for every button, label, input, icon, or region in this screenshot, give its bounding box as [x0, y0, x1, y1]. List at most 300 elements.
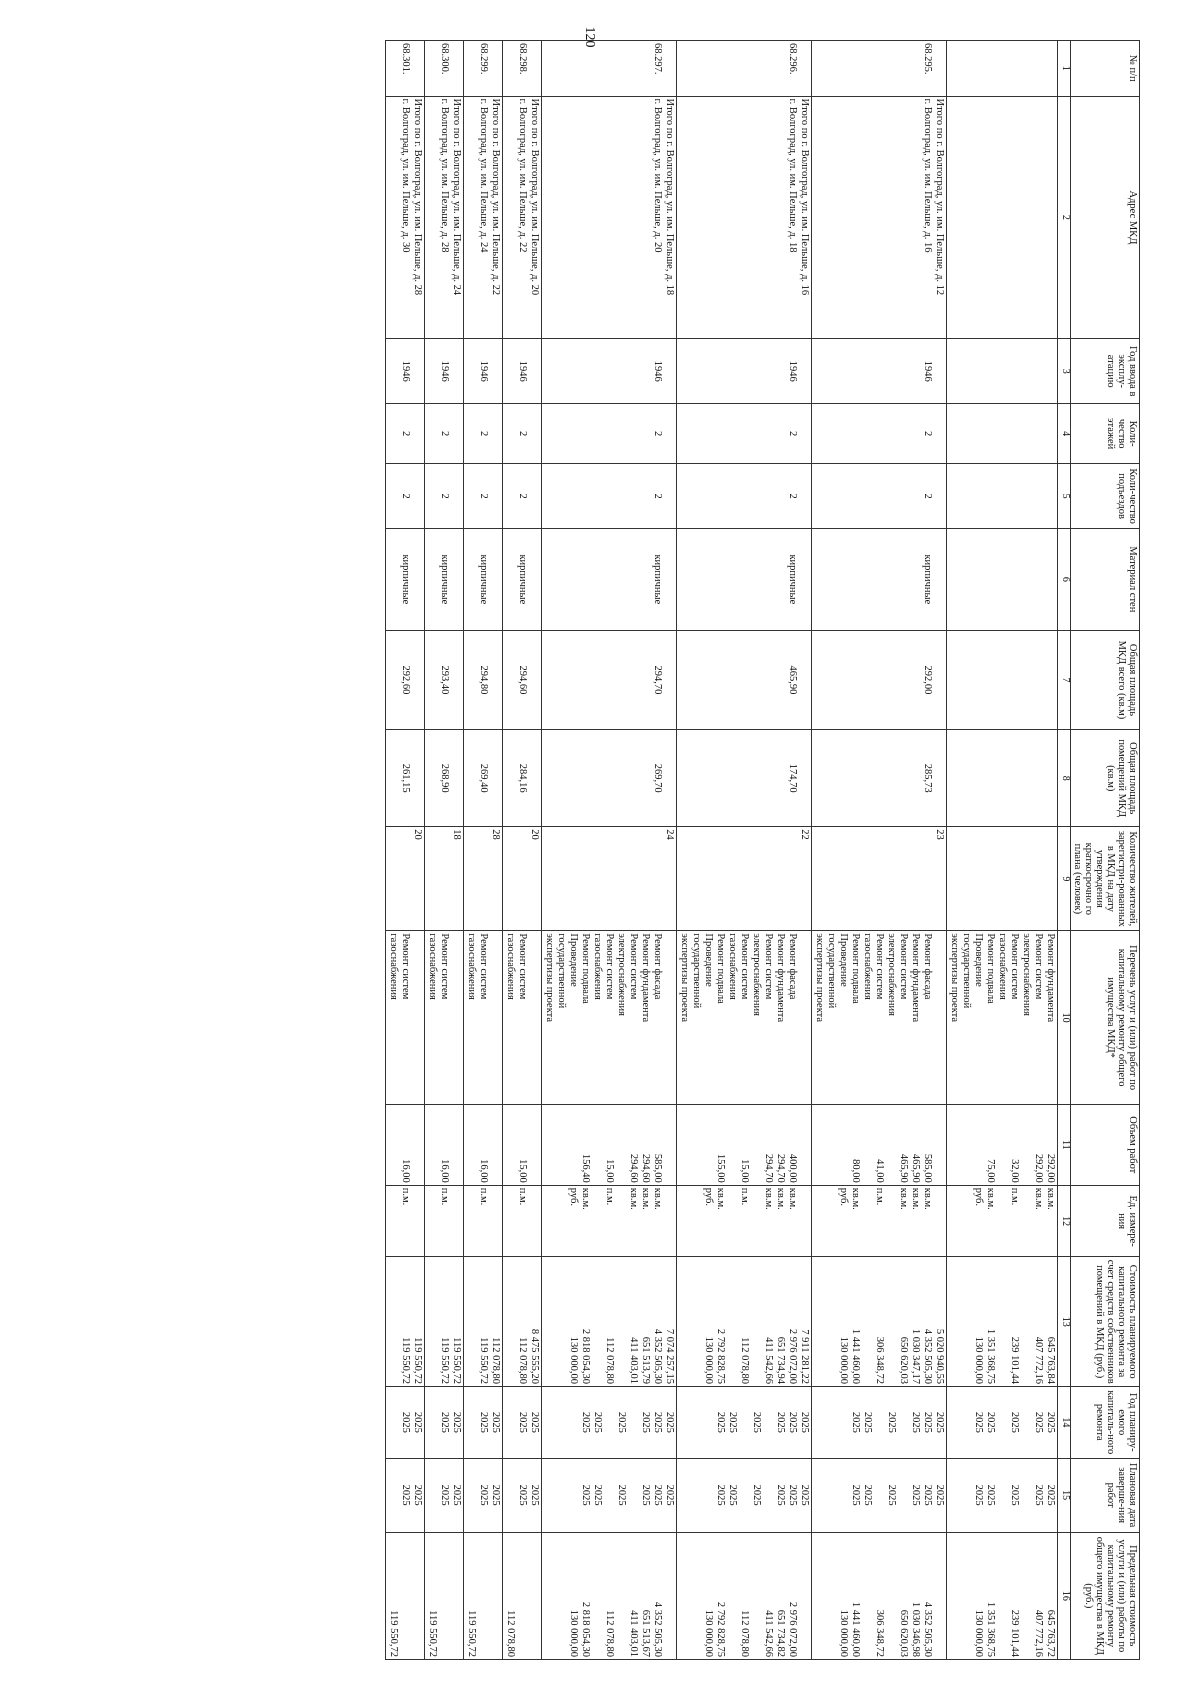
- work-volume-line: 294,60: [627, 1153, 639, 1183]
- works-list-line: газоснабжения: [504, 933, 516, 1000]
- completion-year-line: 2025: [714, 1484, 726, 1506]
- total-area-text: 465,90: [786, 665, 798, 695]
- planned-cost: [463, 1257, 502, 1387]
- row-number-text: 68.297.: [651, 43, 663, 75]
- spacer: [798, 1107, 810, 1183]
- limit-cost-line: [678, 1535, 690, 1657]
- col-header: Количество жителей, зарегистри-рованных в МКД на дату утверждения краткосрочно го плана (человек): [1070, 827, 1139, 931]
- unit-line: [750, 1188, 762, 1255]
- spacer: [450, 43, 462, 94]
- residents-count: [811, 827, 946, 931]
- repair-year-line: 2025: [726, 1411, 738, 1433]
- repair-year-line: 2025: [450, 1411, 462, 1433]
- works-list-line: Ремонт фундамента: [1044, 933, 1056, 1023]
- col-header: Объем работ: [1070, 1104, 1139, 1185]
- address-cell: [811, 96, 946, 339]
- premises-area: [676, 730, 811, 827]
- planned-cost-line: 112 078,80: [489, 1337, 501, 1384]
- total-area: [946, 630, 1057, 729]
- planned-cost-line: 130 000,00: [702, 1336, 714, 1384]
- work-volume: [811, 1104, 946, 1185]
- residents-count-text: [1044, 829, 1056, 928]
- address-line: г. Волгоград, ул. им. Пельше, д. 18: [786, 98, 798, 253]
- unit-line: п.м.: [438, 1187, 450, 1206]
- table-row: [946, 41, 1057, 1660]
- total-area-text: [1044, 633, 1056, 727]
- spacer: [489, 406, 501, 461]
- spacer: [528, 406, 540, 461]
- work-volume: [541, 1104, 676, 1185]
- repair-year-line: 2025: [861, 1411, 873, 1433]
- works-list-line: Ремонт подвала: [849, 933, 861, 1004]
- entrances-count-text: 2: [921, 493, 933, 499]
- row-number: [424, 41, 463, 97]
- repair-year-line: [603, 1389, 615, 1456]
- premises-area: [946, 730, 1057, 827]
- limit-cost-line: [690, 1535, 702, 1657]
- completion-year-line: 2025: [726, 1484, 738, 1506]
- planned-cost-line: [615, 1259, 627, 1384]
- table-row: [541, 41, 676, 1660]
- limit-cost-line: 2 792 828,75: [714, 1601, 726, 1657]
- residents-count: [676, 827, 811, 931]
- repair-year: [463, 1386, 502, 1458]
- commission-year-text: 1946: [651, 360, 663, 382]
- works-list-line: государственной: [960, 933, 972, 1009]
- work-volume-line: 16,00: [438, 1159, 450, 1183]
- row-number-text: 68.301.: [399, 43, 411, 75]
- limit-cost-line: [960, 1535, 972, 1657]
- floors-count: [385, 404, 424, 464]
- completion-year-line: 2025: [663, 1484, 675, 1506]
- unit-line: кв.м.: [786, 1187, 798, 1210]
- planned-cost-line: 651 734,94: [774, 1336, 786, 1384]
- address-line: Итого по г. Волгоград, ул. им. Пельше, д. 18: [663, 98, 675, 296]
- completion-year-line: 2025: [615, 1484, 627, 1506]
- works-list-line: экспертизы проекта: [948, 933, 960, 1023]
- floors-count: [811, 404, 946, 464]
- limit-cost-line: [750, 1535, 762, 1657]
- commission-year: [811, 339, 946, 404]
- column-number: 16: [1057, 1532, 1070, 1659]
- works-list: [502, 931, 541, 1104]
- limit-cost-line: 130 000,00: [567, 1609, 579, 1657]
- completion-year-line: [627, 1461, 639, 1530]
- repair-year-line: 2025: [438, 1411, 450, 1433]
- works-list-line: Ремонт подвала: [579, 933, 591, 1004]
- repair-year-line: 2025: [639, 1411, 651, 1433]
- completion-year-line: 2025: [861, 1484, 873, 1506]
- planned-cost-line: [543, 1259, 555, 1384]
- repair-year-line: 2025: [849, 1411, 861, 1433]
- completion-year-line: 2025: [921, 1484, 933, 1506]
- repair-year-line: 2025: [786, 1411, 798, 1433]
- completion-year-line: 2025: [399, 1484, 411, 1506]
- address-cell: [424, 96, 463, 339]
- limit-cost-line: 112 078,80: [504, 1610, 516, 1657]
- spacer: [798, 732, 810, 824]
- row-number: [811, 41, 946, 97]
- table-row: [463, 41, 502, 1660]
- planned-cost: [676, 1257, 811, 1387]
- works-list-line: Проведение: [837, 933, 849, 987]
- address-line: г. Волгоград, ул. им. Пельше, д. 30: [399, 98, 411, 253]
- limit-cost-line: [516, 1535, 528, 1657]
- limit-cost-line: [555, 1535, 567, 1657]
- repair-year-line: [762, 1389, 774, 1456]
- limit-cost-line: [813, 1535, 825, 1657]
- floors-count-text: 2: [651, 431, 663, 437]
- commission-year-text: [1044, 341, 1056, 401]
- address-line: Итого по г. Волгоград, ул. им. Пельше, д. 28: [411, 98, 423, 296]
- planned-cost: [385, 1257, 424, 1387]
- works-list-line: Ремонт систем: [516, 933, 528, 1000]
- works-list-line: Ремонт систем: [438, 933, 450, 1000]
- column-number: 7: [1057, 630, 1070, 729]
- unit-line: руб.: [837, 1187, 849, 1206]
- column-number: 2: [1057, 96, 1070, 339]
- row-number: [676, 41, 811, 97]
- unit: [385, 1185, 424, 1257]
- residents-count-text: 20: [528, 829, 540, 840]
- rotated-table-wrapper: [50, 40, 1140, 1660]
- limit-cost-line: 119 550,72: [426, 1610, 438, 1657]
- repair-year-line: 2025: [663, 1411, 675, 1433]
- limit-cost-line: 119 550,72: [387, 1610, 399, 1657]
- address-line: г. Волгоград, ул. им. Пельше, д. 24: [477, 98, 489, 253]
- residents-count-text: 18: [450, 829, 462, 840]
- unit-line: п.м.: [477, 1187, 489, 1206]
- work-volume-line: [504, 1107, 516, 1183]
- completion-year-line: 2025: [786, 1484, 798, 1506]
- row-number: [502, 41, 541, 97]
- residents-count-text: 20: [411, 829, 423, 840]
- completion-year: [463, 1458, 502, 1532]
- planned-cost-line: [1020, 1259, 1032, 1384]
- col-header: Коли-чество этажей: [1070, 404, 1139, 464]
- limit-cost-line: 651 734,82: [774, 1609, 786, 1657]
- spacer: [489, 341, 501, 401]
- work-volume-line: 294,60: [639, 1153, 651, 1183]
- spacer: [489, 633, 501, 727]
- spacer: [528, 43, 540, 94]
- completion-year-line: 2025: [1032, 1484, 1044, 1506]
- limit-cost-line: [477, 1535, 489, 1657]
- unit: [424, 1185, 463, 1257]
- floors-count-text: 2: [516, 431, 528, 437]
- unit-line: [996, 1188, 1008, 1255]
- address-cell: [946, 96, 1057, 339]
- spacer: [411, 406, 423, 461]
- completion-year-line: [1020, 1461, 1032, 1530]
- repair-year-line: 2025: [984, 1411, 996, 1433]
- premises-area: [502, 730, 541, 827]
- works-list-line: Ремонт подвала: [984, 933, 996, 1004]
- spacer: [528, 732, 540, 824]
- wall-material: [811, 528, 946, 630]
- limit-cost-line: [399, 1535, 411, 1657]
- limit-cost-line: 1 441 460,00: [849, 1601, 861, 1657]
- premises-area-text: 269,40: [477, 763, 489, 793]
- completion-year: [541, 1458, 676, 1532]
- unit-line: кв.м.: [909, 1187, 921, 1210]
- work-volume-line: [972, 1107, 984, 1183]
- repair-year-line: [873, 1389, 885, 1456]
- works-list-line: газоснабжения: [426, 933, 438, 1000]
- limit-cost-line: [861, 1535, 873, 1657]
- limit-cost-line: 130 000,00: [972, 1609, 984, 1657]
- work-volume-line: 155,00: [714, 1153, 726, 1183]
- spacer: [489, 466, 501, 526]
- work-volume-line: 465,90: [897, 1153, 909, 1183]
- works-list: [385, 931, 424, 1104]
- col-header: Общая площадь МКД всего (кв.м): [1070, 630, 1139, 729]
- work-volume-line: 585,00: [921, 1153, 933, 1183]
- repair-year-line: 2025: [714, 1411, 726, 1433]
- planned-cost: [541, 1257, 676, 1387]
- spacer: [663, 1107, 675, 1183]
- spacer: [663, 732, 675, 824]
- completion-year-line: [738, 1461, 750, 1530]
- column-number: 1: [1057, 41, 1070, 97]
- premises-area-text: [1044, 732, 1056, 824]
- limit-cost-line: [1020, 1535, 1032, 1657]
- floors-count: [541, 404, 676, 464]
- work-volume: [463, 1104, 502, 1185]
- unit: [946, 1185, 1057, 1257]
- works-list-line: газоснабжения: [387, 933, 399, 1000]
- completion-year-line: [762, 1461, 774, 1530]
- total-area-text: 292,00: [921, 665, 933, 695]
- residents-count: [541, 827, 676, 931]
- planned-cost-line: 2 976 072,00: [786, 1328, 798, 1384]
- planned-cost-line: 1 441 460,00: [849, 1328, 861, 1384]
- unit-line: руб.: [702, 1187, 714, 1206]
- total-area: [676, 630, 811, 729]
- premises-area-text: 174,70: [786, 763, 798, 793]
- limit-cost-line: [591, 1535, 603, 1657]
- spacer: [411, 531, 423, 628]
- limit-cost-line: [615, 1535, 627, 1657]
- spacer: [798, 633, 810, 727]
- unit-line: п.м.: [1008, 1187, 1020, 1206]
- row-number: [385, 41, 424, 97]
- wall-material-text: кирпичные: [477, 554, 489, 605]
- planned-cost-line: [960, 1259, 972, 1384]
- spacer: [798, 933, 810, 1101]
- limit-cost-line: [825, 1535, 837, 1657]
- repair-year-line: 2025: [972, 1411, 984, 1433]
- column-number: 11: [1057, 1104, 1070, 1185]
- work-volume-line: [426, 1107, 438, 1183]
- work-volume: [502, 1104, 541, 1185]
- unit-line: [1020, 1188, 1032, 1255]
- floors-count-text: 2: [921, 431, 933, 437]
- residents-count: [502, 827, 541, 931]
- entrances-count: [676, 464, 811, 529]
- limit-cost-line: 411 403,01: [627, 1610, 639, 1657]
- repair-year-line: [567, 1389, 579, 1456]
- repair-year-line: 2025: [477, 1411, 489, 1433]
- spacer: [798, 43, 810, 94]
- limit-cost-line: 4 352 505,30: [651, 1601, 663, 1657]
- works-list-line: Ремонт фасада: [651, 933, 663, 1000]
- limit-cost-line: 112 078,80: [738, 1610, 750, 1657]
- planned-cost-line: 411 542,66: [762, 1337, 774, 1384]
- commission-year: [946, 339, 1057, 404]
- spacer: [663, 633, 675, 727]
- address-line: г. Волгоград, ул. им. Пельше, д. 20: [651, 98, 663, 253]
- work-volume-line: 80,00: [849, 1159, 861, 1183]
- residents-count: [463, 827, 502, 931]
- repair-year-line: [702, 1389, 714, 1456]
- repair-year-line: 2025: [399, 1411, 411, 1433]
- works-list-line: газоснабжения: [726, 933, 738, 1000]
- repair-year-line: 2025: [798, 1411, 810, 1433]
- work-volume-line: 15,00: [516, 1159, 528, 1183]
- limit-cost: [424, 1532, 463, 1659]
- header-row: [1070, 41, 1139, 1660]
- completion-year-line: 2025: [933, 1484, 945, 1506]
- spacer: [933, 933, 945, 1101]
- spacer: [450, 531, 462, 628]
- works-list-line: газоснабжения: [996, 933, 1008, 1000]
- column-number: 5: [1057, 464, 1070, 529]
- repair-year: [502, 1386, 541, 1458]
- entrances-count: [463, 464, 502, 529]
- table-row: [811, 41, 946, 1660]
- works-list-line: Ремонт фундамента: [774, 933, 786, 1023]
- works-list-line: Ремонт систем: [897, 933, 909, 1000]
- address-line: Итого по г. Волгоград, ул. им. Пельше, д. 16: [798, 98, 810, 296]
- commission-year-text: 1946: [921, 360, 933, 382]
- commission-year-text: 1946: [786, 360, 798, 382]
- completion-year-line: [555, 1461, 567, 1530]
- repair-year-line: [837, 1389, 849, 1456]
- row-number: [541, 41, 676, 97]
- unit-line: кв.м.: [849, 1187, 861, 1210]
- repair-year-line: [1020, 1389, 1032, 1456]
- commission-year-text: 1946: [399, 360, 411, 382]
- works-list-line: Ремонт систем: [762, 933, 774, 1000]
- works-list-line: Проведение: [702, 933, 714, 987]
- unit-line: [543, 1188, 555, 1255]
- table-row: [502, 41, 541, 1660]
- repair-year-line: [738, 1389, 750, 1456]
- repair-year-line: [960, 1389, 972, 1456]
- repair-year-line: 2025: [489, 1411, 501, 1433]
- work-volume-line: [591, 1107, 603, 1183]
- spacer: [489, 531, 501, 628]
- limit-cost-line: [438, 1535, 450, 1657]
- row-number-text: 68.300.: [438, 43, 450, 75]
- repair-year-line: 2025: [750, 1411, 762, 1433]
- spacer: [528, 466, 540, 526]
- work-volume-line: [615, 1107, 627, 1183]
- unit: [502, 1185, 541, 1257]
- limit-cost: [811, 1532, 946, 1659]
- spacer: [798, 406, 810, 461]
- work-volume-line: 292,00: [1044, 1153, 1056, 1183]
- planned-cost-line: 1 351 368,75: [984, 1328, 996, 1384]
- work-volume-line: [861, 1107, 873, 1183]
- col-header: Год ввода в эксплу-атацию: [1070, 339, 1139, 404]
- planned-cost-line: [591, 1259, 603, 1384]
- unit-line: кв.м.: [579, 1187, 591, 1210]
- work-volume-line: 75,00: [984, 1159, 996, 1183]
- planned-cost-line: 7 074 257,15: [663, 1328, 675, 1384]
- unit-line: кв.м.: [897, 1187, 909, 1210]
- address-line: г. Волгоград, ул. им. Пельше, д. 16: [921, 98, 933, 253]
- col-header: № п/п: [1070, 41, 1139, 97]
- completion-year-line: [825, 1461, 837, 1530]
- column-number: 12: [1057, 1185, 1070, 1257]
- entrances-count: [541, 464, 676, 529]
- completion-year-line: 2025: [651, 1484, 663, 1506]
- works-list-line: государственной: [825, 933, 837, 1009]
- completion-year-line: 2025: [438, 1484, 450, 1506]
- limit-cost: [541, 1532, 676, 1659]
- repair-year: [676, 1386, 811, 1458]
- wall-material: [424, 528, 463, 630]
- row-number-text: [1044, 43, 1056, 94]
- completion-year-line: 2025: [774, 1484, 786, 1506]
- planned-cost-line: 2 818 054,30: [579, 1328, 591, 1384]
- planned-cost-line: [861, 1259, 873, 1384]
- spacer: [528, 341, 540, 401]
- repair-year-line: [948, 1389, 960, 1456]
- address-cell: [385, 96, 424, 339]
- completion-year-line: [960, 1461, 972, 1530]
- residents-count-text: 28: [489, 829, 501, 840]
- address-cell: [502, 96, 541, 339]
- unit-line: [960, 1188, 972, 1255]
- column-number: 6: [1057, 528, 1070, 630]
- planned-cost-line: 119 550,72: [399, 1337, 411, 1384]
- repair-year-line: 2025: [579, 1411, 591, 1433]
- work-volume-line: 292,00: [1032, 1153, 1044, 1183]
- works-list-line: экспертизы проекта: [678, 933, 690, 1023]
- completion-year-line: 2025: [1044, 1484, 1056, 1506]
- wall-material-text: кирпичные: [786, 554, 798, 605]
- limit-cost: [502, 1532, 541, 1659]
- premises-area: [541, 730, 676, 827]
- spacer: [489, 933, 501, 1101]
- works-list-line: Ремонт подвала: [714, 933, 726, 1004]
- repair-year: [541, 1386, 676, 1458]
- premises-area-text: 269,70: [651, 763, 663, 793]
- total-area-text: 292,60: [399, 665, 411, 695]
- planned-cost-line: 8 475 555,20: [528, 1328, 540, 1384]
- entrances-count: [424, 464, 463, 529]
- entrances-count: [946, 464, 1057, 529]
- completion-year-line: [948, 1461, 960, 1530]
- col-header: Предельная стоимость услуги и (или) работы по капитальному ремонту общего имущества в МКД (руб.): [1070, 1532, 1139, 1659]
- unit-line: кв.м.: [1044, 1187, 1056, 1210]
- works-list-line: Ремонт систем: [1008, 933, 1020, 1000]
- work-volume: [676, 1104, 811, 1185]
- spacer: [663, 341, 675, 401]
- spacer: [933, 406, 945, 461]
- commission-year-text: 1946: [438, 360, 450, 382]
- spacer: [450, 732, 462, 824]
- col-header: Общая площадь помещений МКД (кв.м): [1070, 730, 1139, 827]
- column-number: 4: [1057, 404, 1070, 464]
- works-list-line: Ремонт систем: [399, 933, 411, 1000]
- spacer: [450, 341, 462, 401]
- limit-cost-line: 119 550,72: [465, 1610, 477, 1657]
- planned-cost-line: 112 078,80: [603, 1337, 615, 1384]
